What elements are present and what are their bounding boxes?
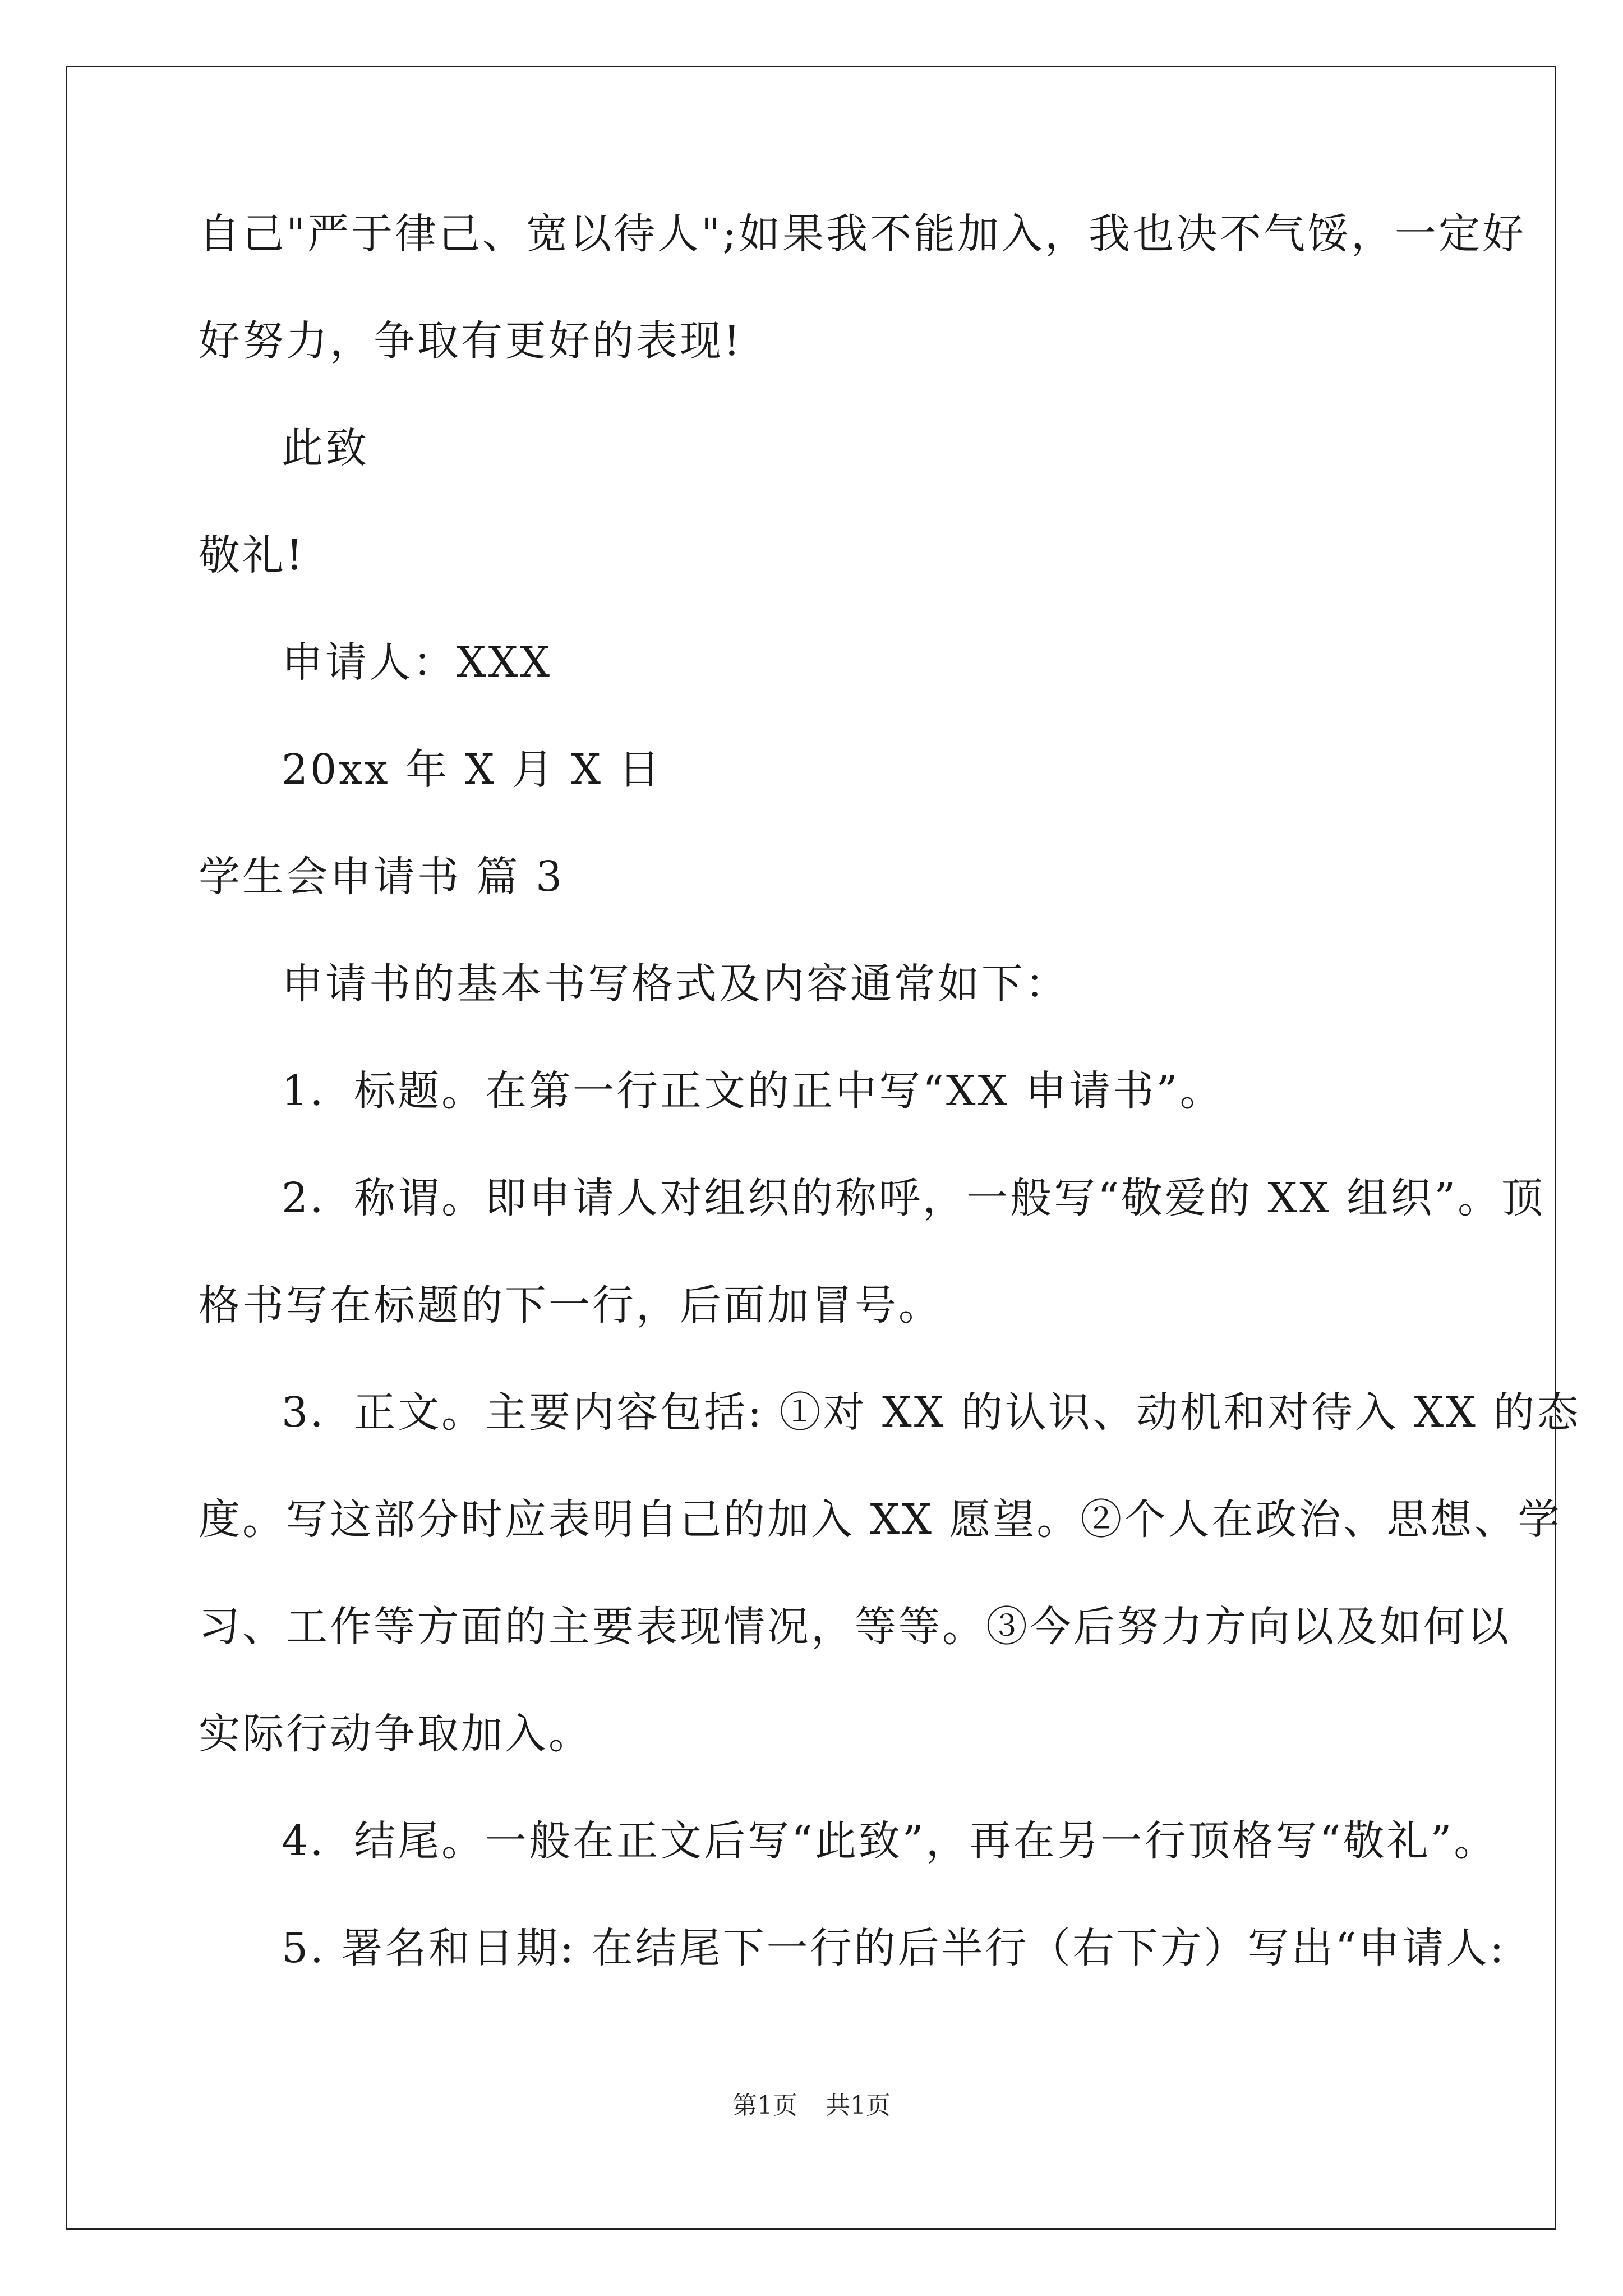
text-line-8: 申请书的基本书写格式及内容通常如下： [282, 960, 1069, 1008]
section-heading: 学生会申请书 篇 3 [199, 853, 565, 901]
text-line-1: 自己"严于律己、宽以待人";如果我不能加入，我也决不气馁，一定好 [199, 210, 1527, 258]
closing-respect: 敬礼! [199, 531, 305, 579]
list-item-ending: 4．结尾。一般在正文后写“此致”，再在另一行顶格写“敬礼”。 [282, 1817, 1498, 1865]
text-line-13: 度。写这部分时应表明自己的加入 XX 愿望。②个人在政治、思想、学 [199, 1496, 1562, 1544]
signature-date: 20xx 年 X 月 X 日 [282, 746, 662, 794]
document-body [199, 210, 1581, 2035]
page-total: 共1页 [826, 2091, 891, 2120]
list-item-body: 3．正文。主要内容包括: ①对 XX 的认识、动机和对待入 XX 的态 [282, 1388, 1581, 1437]
text-line-2: 好努力，争取有更好的表现! [199, 317, 743, 365]
closing-salutation: 此致 [282, 424, 369, 472]
text-line-14: 习、工作等方面的主要表现情况，等等。③今后努力方向以及如何以 [199, 1603, 1511, 1651]
page-footer [0, 2093, 1623, 2118]
list-item-salutation: 2．称谓。即申请人对组织的称呼，一般写“敬爱的 XX 组织”。顶 [282, 1174, 1546, 1222]
list-item-signature: 5. 署名和日期: 在结尾下一行的后半行（右下方）写出“申请人: [282, 1924, 1506, 1972]
list-item-title: 1．标题。在第一行正文的正中写“XX 申请书”。 [282, 1067, 1224, 1115]
applicant-signature: 申请人：XXX [282, 638, 552, 687]
text-line-15: 实际行动争取加入。 [199, 1710, 592, 1758]
text-line-11: 格书写在标题的下一行，后面加冒号。 [199, 1281, 942, 1329]
page-number: 第1页 [732, 2091, 797, 2120]
